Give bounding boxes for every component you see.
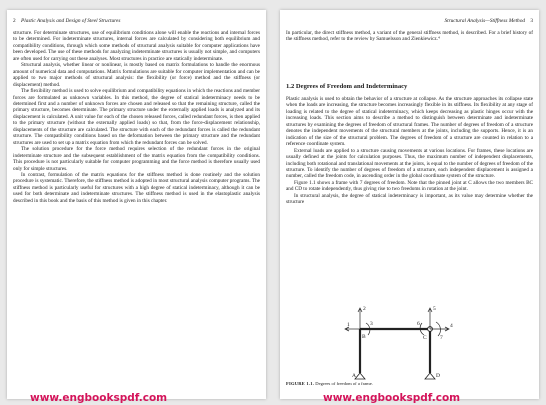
freedom-label-1: 1 (347, 322, 350, 328)
left-body-text (13, 30, 260, 204)
right-page (280, 10, 539, 399)
right-paragraph: In structural analysis, the degree of statical indeterminacy is important, as its value may determine whether the structure (286, 192, 533, 206)
left-running-head (13, 18, 260, 25)
section-heading: 1.2 Degrees of Freedom and Indeterminacy (286, 83, 408, 90)
left-page (7, 10, 266, 399)
joint-label-c: C (423, 335, 427, 341)
support-d (425, 373, 435, 379)
right-body-text (286, 96, 533, 206)
joint-label-b: B (362, 334, 366, 340)
figure-caption-text: Degrees of freedom of a frame. (315, 381, 373, 386)
freedom-label-7: 7 (440, 335, 443, 341)
figure-caption (286, 381, 533, 386)
frame-members (360, 329, 430, 373)
joint-label-d: D (436, 373, 440, 379)
right-intro-text (286, 30, 533, 43)
support-a (355, 373, 365, 379)
right-running-title: Structural Analysis—Stiffness Method (444, 18, 526, 24)
right-intro-paragraph: In particular, the direct stiffness method, a variant of the general stiffness method, is described. For a brief history of the stiffness method, refer to the review by Samuelsson and Zienkiewicz.⁴ (286, 30, 533, 43)
frame-figure (344, 295, 474, 380)
left-paragraph: Structural analysis, whether linear or nonlinear, is mostly based on matrix formulations to handle the enormous amount of numerical data and computations. Matrix formulations are suitable for computer implementation and can be applied to two major methods of structural analysis: the flexibility (or force) method and the stiffness (or displacement) method. (13, 62, 260, 88)
left-paragraph: The solution procedure for the force method requires selection of the redundant forces in the original indeterminate structure and the subsequent establishment of the matrix equation from the compatibility conditions. This procedure is not particularly suitable for computer programming and the force method is therefore usually used only for simple structures. (13, 146, 260, 172)
left-paragraph: In contrast, formulation of the matrix equations for the stiffness method is done routinely and the solution procedure is systematic. Therefore, the stiffness method is adopted in most structural analysis computer programs. The stiffness method is particularly useful for structures with a high degree of statical indeterminacy, although it can be used for both determinate and indeterminate structures. The stiffness method is used in the elastoplastic analysis described in this book and the basis of this method is given in this chapter. (13, 171, 260, 204)
freedom-label-3: 3 (370, 321, 373, 327)
right-watermark: www.engbookspdf.com (323, 392, 461, 404)
figure-caption-label: FIGURE 1.1. (286, 381, 315, 386)
left-watermark: www.engbookspdf.com (30, 392, 168, 404)
freedom-label-4: 4 (450, 323, 453, 329)
joint-label-a: A (352, 373, 356, 379)
right-page-number: 3 (530, 18, 533, 24)
right-running-head (286, 18, 533, 25)
supports (355, 373, 435, 379)
freedom-label-6: 6 (417, 321, 420, 327)
right-paragraph: Figure 1.1 shows a frame with 7 degrees of freedom. Note that the pinned joint at C allows the two members BC and CD to rotate independently, thus giving rise to two freedoms in rotation at the joint. (286, 179, 533, 193)
left-page-number: 2 (13, 18, 16, 24)
freedom-label-5: 5 (433, 306, 436, 312)
figure-labels (347, 306, 453, 379)
left-paragraph: structure. For determinate structures, use of equilibrium conditions alone will enable the reactions and internal forces to be determined. For indeterminate structures, internal forces are calculated by considering both equilibrium and compatibility conditions, through which some methods of structural analysis suitable for computer applications have been developed. The use of these methods for analyzing indeterminate structures is usually not simple, and computers are often used for carrying out these analyses. Most structures in practice are statically indeterminate. (13, 30, 260, 62)
left-paragraph: The flexibility method is used to solve equilibrium and compatibility equations in which the reactions and member forces are formulated as unknown variables. In this method, the degree of statical indeterminacy needs to be determined first and a number of unknown forces are chosen and released so that the remaining structure, called the primary structure, becomes determinate. The primary structure under the externally applied loads is analyzed and its displacement is calculated. A unit value for each of the chosen released forces, called redundant forces, is then applied to the primary structure (without the externally applied loads) so that, from the force-displacement relationship, displacements of the structure are calculated. The structure with each of the redundant forces is called the redundant structure. The compatibility conditions based on the deformation between the primary structure and the redundant structures are used to set up a matrix equation from which the redundant forces can be solved. (13, 88, 260, 146)
right-paragraph: External loads are applied to a structure causing movements at various locations. For frames, these locations are usually defined at the joints for calculation purposes. Thus, the maximum number of independent displacements, including both rotational and translational movements at the joints, is equal to the number of degrees of freedom of the structure. To identify the number of degrees of freedom of a structure, each independent displacement is assigned a number, called the freedom code, in ascending order in the global coordinate system of the structure. (286, 147, 533, 180)
right-paragraph: Plastic analysis is used to obtain the behavior of a structure at collapse. As the structure approaches its collapse state when the loads are increasing, the structure becomes increasingly flexible in its stiffness. Its flexibility at any stage of loading is related to the degree of statical indeterminacy, which keeps decreasing as plastic hinges occur with the increasing loads. This section aims to describe a method to distinguish between determinate and indeterminate structures by examining the degrees of freedom of structural frames. The number of degrees of freedom of a structure denotes the independent movements of the structural members at the joints, including the supports. Hence, it is an indication of the size of the structural problem. The degrees of freedom of a structure are counted in relation to a reference coordinate system. (286, 96, 533, 148)
left-running-title: Plastic Analysis and Design of Steel Structures (20, 18, 121, 24)
freedom-label-2: 2 (363, 306, 366, 312)
